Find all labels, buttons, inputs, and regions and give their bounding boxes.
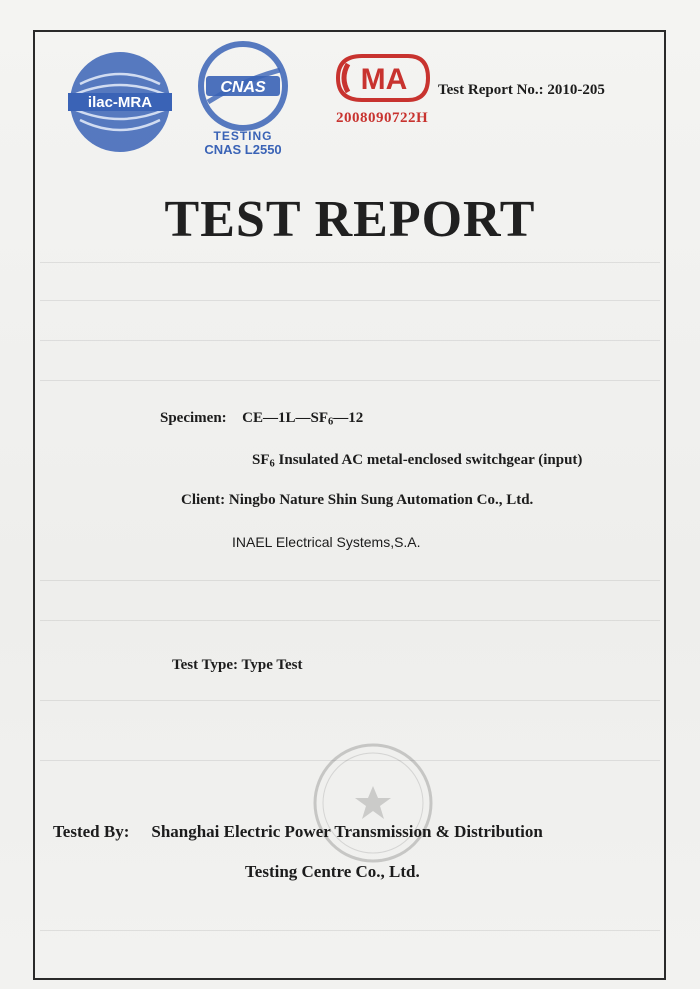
client-name: Client: Ningbo Nature Shin Sung Automation Co., Ltd. bbox=[181, 492, 534, 508]
testing-organization-line2: Testing Centre Co., Ltd. bbox=[245, 862, 420, 881]
official-seal bbox=[308, 738, 438, 868]
product-description: $SF_6$ Insulated AC metal-enclosed switchgear (input) bbox=[252, 452, 583, 470]
client-name-2: INAEL Electrical Systems,S.A. bbox=[232, 534, 421, 550]
svg-text:TESTING: TESTING bbox=[213, 129, 273, 143]
svg-text:CNAS L2550: CNAS L2550 bbox=[204, 142, 282, 157]
specimen-label: Specimen: bbox=[160, 410, 227, 426]
ilac-mra-logo bbox=[62, 44, 182, 164]
tested-by-line bbox=[53, 822, 543, 842]
testing-organization: Shanghai Electric Power Transmission & Distribution bbox=[151, 822, 543, 841]
svg-text:MA: MA bbox=[360, 63, 408, 96]
svg-text:CNAS: CNAS bbox=[220, 79, 266, 96]
cnas-logo bbox=[188, 40, 298, 158]
cma-logo bbox=[332, 50, 432, 106]
report-number: Test Report No.: 2010-205 bbox=[438, 82, 605, 98]
cma-certificate-code: 2008090722H bbox=[336, 110, 429, 126]
svg-text:ilac-MRA: ilac-MRA bbox=[87, 94, 153, 111]
specimen-value: $CE—1L—SF_6—12$ bbox=[242, 410, 364, 428]
specimen-line bbox=[160, 410, 363, 428]
test-type: Test Type: Type Test bbox=[172, 657, 303, 673]
tested-by-label: Tested By: bbox=[53, 822, 130, 841]
page-title: TEST REPORT bbox=[164, 191, 536, 248]
